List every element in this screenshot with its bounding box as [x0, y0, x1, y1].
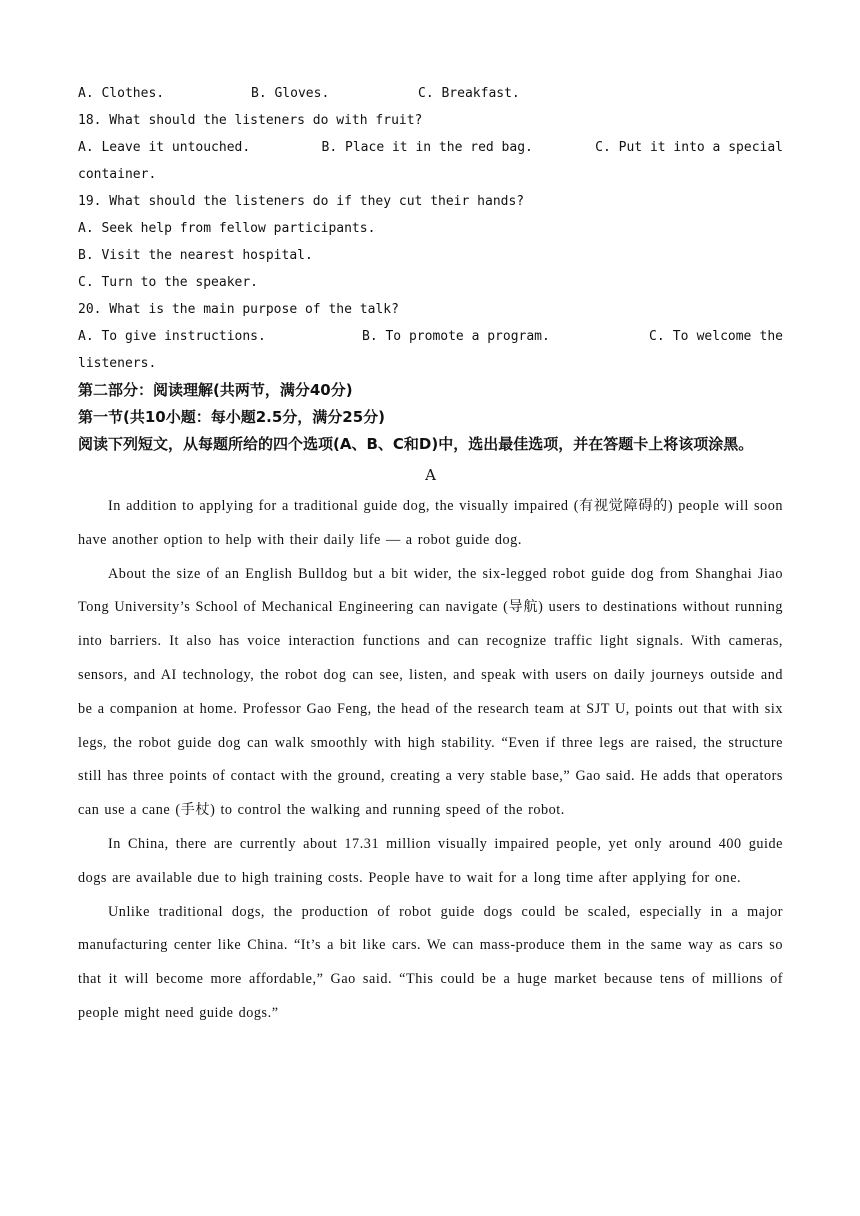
exam-page — [78, 80, 783, 1031]
q19-option-b: B. Visit the nearest hospital. — [78, 248, 313, 263]
subsection-title: 第一节(共10小题：每小题2.5分，满分25分) — [78, 408, 386, 426]
q18-option-a: A. Leave it untouched. — [78, 140, 251, 155]
q20-options — [78, 323, 783, 350]
q19-option-c: C. Turn to the speaker. — [78, 275, 259, 290]
reading-instruction: 阅读下列短文，从每题所给的四个选项(A、B、C和D)中，选出最佳选项，并在答题卡上将该项涂黑。 — [78, 435, 754, 453]
q20-option-b: B. To promote a program. — [362, 329, 550, 344]
q20-question: 20. What is the main purpose of the talk? — [78, 302, 399, 317]
q18-option-c: C. Put it into a special — [595, 140, 783, 155]
q17-option-a: A. Clothes. — [78, 86, 165, 101]
passage-paragraph: About the size of an English Bulldog but a bit wider, the six-legged robot guide dog from Shanghai Jiao Tong University’s School of Mechanical Engineering can navigate (导航) users to destinations without running into barriers. It also has voice interaction functions and can recognize traffic light signals. With cameras, sensors, and AI technology, the robot dog can see, listen, and speak with users on daily journeys outside and be a companion at home. Professor Gao Feng, the head of the research team at SJT U, points out that with six legs, the robot guide dog can walk smoothly with high stability. “Even if three legs are raised, the structure still has three points of contact with the ground, creating a very stable base,” Gao said. He adds that operators can use a cane (手杖) to control the walking and running speed of the robot. — [78, 565, 783, 819]
q18-option-b: B. Place it in the red bag. — [321, 140, 533, 155]
q19-question: 19. What should the listeners do if they cut their hands? — [78, 194, 525, 209]
passage-paragraph: In China, there are currently about 17.31 million visually impaired people, yet only around 400 guide dogs are available due to high training costs. People have to wait for a long time after applying for one. — [78, 835, 783, 886]
passage-paragraph: In addition to applying for a traditional guide dog, the visually impaired (有视觉障碍的) people will soon have another option to help with their daily life — a robot guide dog. — [78, 498, 783, 548]
part-title: 第二部分：阅读理解(共两节，满分40分) — [78, 381, 353, 399]
q18-option-c-continued: container. — [78, 167, 157, 182]
q17-option-b: B. Gloves. — [251, 86, 330, 101]
q20-option-a: A. To give instructions. — [78, 329, 266, 344]
q20-option-c-continued: listeners. — [78, 356, 157, 371]
q20-option-c: C. To welcome the — [649, 329, 783, 344]
q19-option-a: A. Seek help from fellow participants. — [78, 221, 376, 236]
passage-paragraph: Unlike traditional dogs, the production of robot guide dogs could be scaled, especially in a major manufacturing center like China. “It’s a bit like cars. We can mass-produce them in the same way as cars so that it will become more affordable,” Gao said. “This could be a huge market because tens of millions of people might need guide dogs.” — [78, 903, 783, 1021]
q17-options — [78, 80, 783, 107]
q18-question: 18. What should the listeners do with fruit? — [78, 113, 423, 128]
q18-options — [78, 134, 783, 161]
q17-option-c: C. Breakfast. — [418, 86, 520, 101]
passage-label: A — [425, 466, 436, 484]
